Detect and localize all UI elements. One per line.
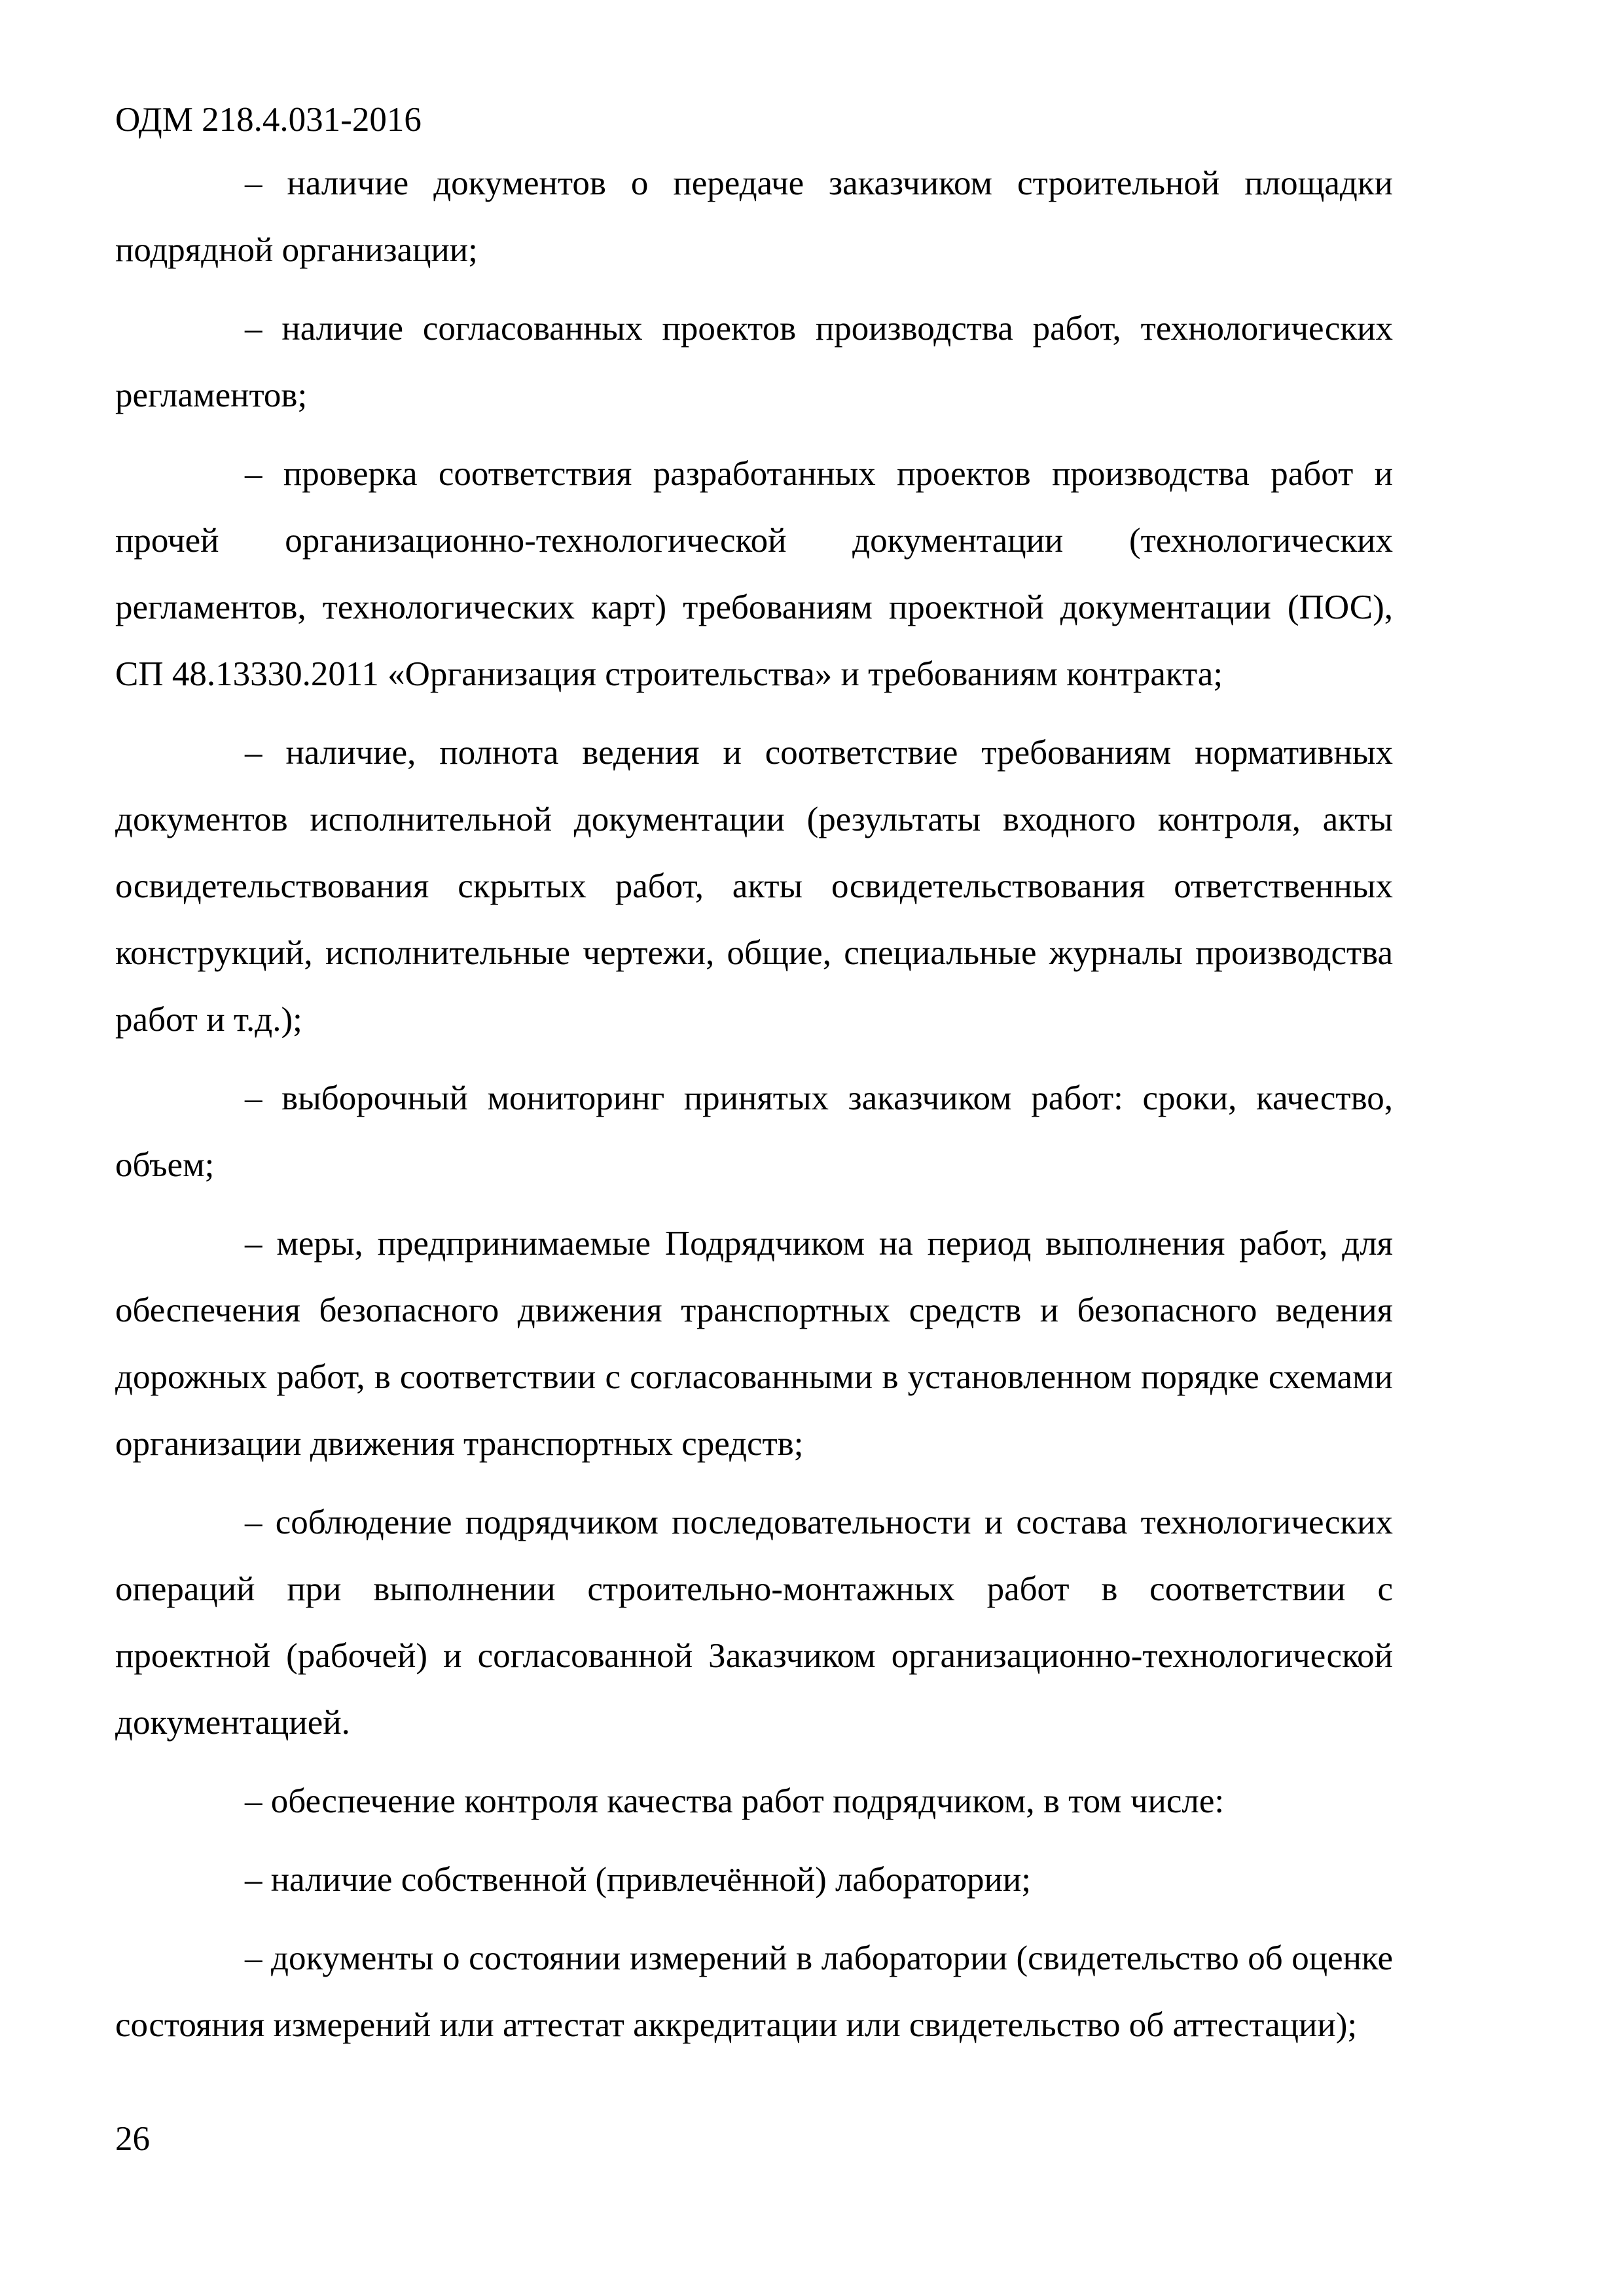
paragraph: – выборочный мониторинг принятых заказчиком работ: сроки, качество, объем;: [115, 1079, 1393, 1184]
document-body: [115, 150, 1393, 2070]
paragraph: – меры, предпринимаемые Подрядчиком на период выполнения работ, для обеспечения безопасного движения транспортных средств и безопасного ведения дорожных работ, в соответствии с согласованными в установленном порядке схемами организации движения транспортных средств;: [115, 1225, 1393, 1463]
paragraph: – наличие документов о передаче заказчиком строительной площадки подрядной организации;: [115, 164, 1393, 269]
paragraph: – проверка соответствия разработанных проектов производства работ и прочей организационно-технологической документации (технологических регламентов, технологических карт) требованиям проектной документации (ПОС), СП 48.13330.2011 «Организация строительства» и требованиям контракта;: [115, 455, 1393, 693]
paragraph: – соблюдение подрядчиком последовательности и состава технологических операций при выполнении строительно-монтажных работ в соответствии с проектной (рабочей) и согласованной Заказчиком организационно-технологической документацией.: [115, 1503, 1393, 1742]
paragraph: – обеспечение контроля качества работ подрядчиком, в том числе:: [245, 1782, 1225, 1820]
page-number: 26: [115, 2120, 150, 2158]
paragraph: – документы о состоянии измерений в лаборатории (свидетельство об оценке состояния измерений или аттестат аккредитации или свидетельство об аттестации);: [115, 1939, 1393, 2044]
document-code-header: ОДМ 218.4.031-2016: [115, 101, 422, 139]
paragraph: – наличие согласованных проектов производства работ, технологических регламентов;: [115, 310, 1393, 414]
paragraph: – наличие собственной (привлечённой) лаборатории;: [245, 1861, 1031, 1899]
paragraph: – наличие, полнота ведения и соответствие требованиям нормативных документов исполнительной документации (результаты входного контроля, акты освидетельствования скрытых работ, акты освидетельствования ответственных конструкций, исполнительные чертежи, общие, специальные журналы производства работ и т.д.);: [115, 734, 1393, 1039]
